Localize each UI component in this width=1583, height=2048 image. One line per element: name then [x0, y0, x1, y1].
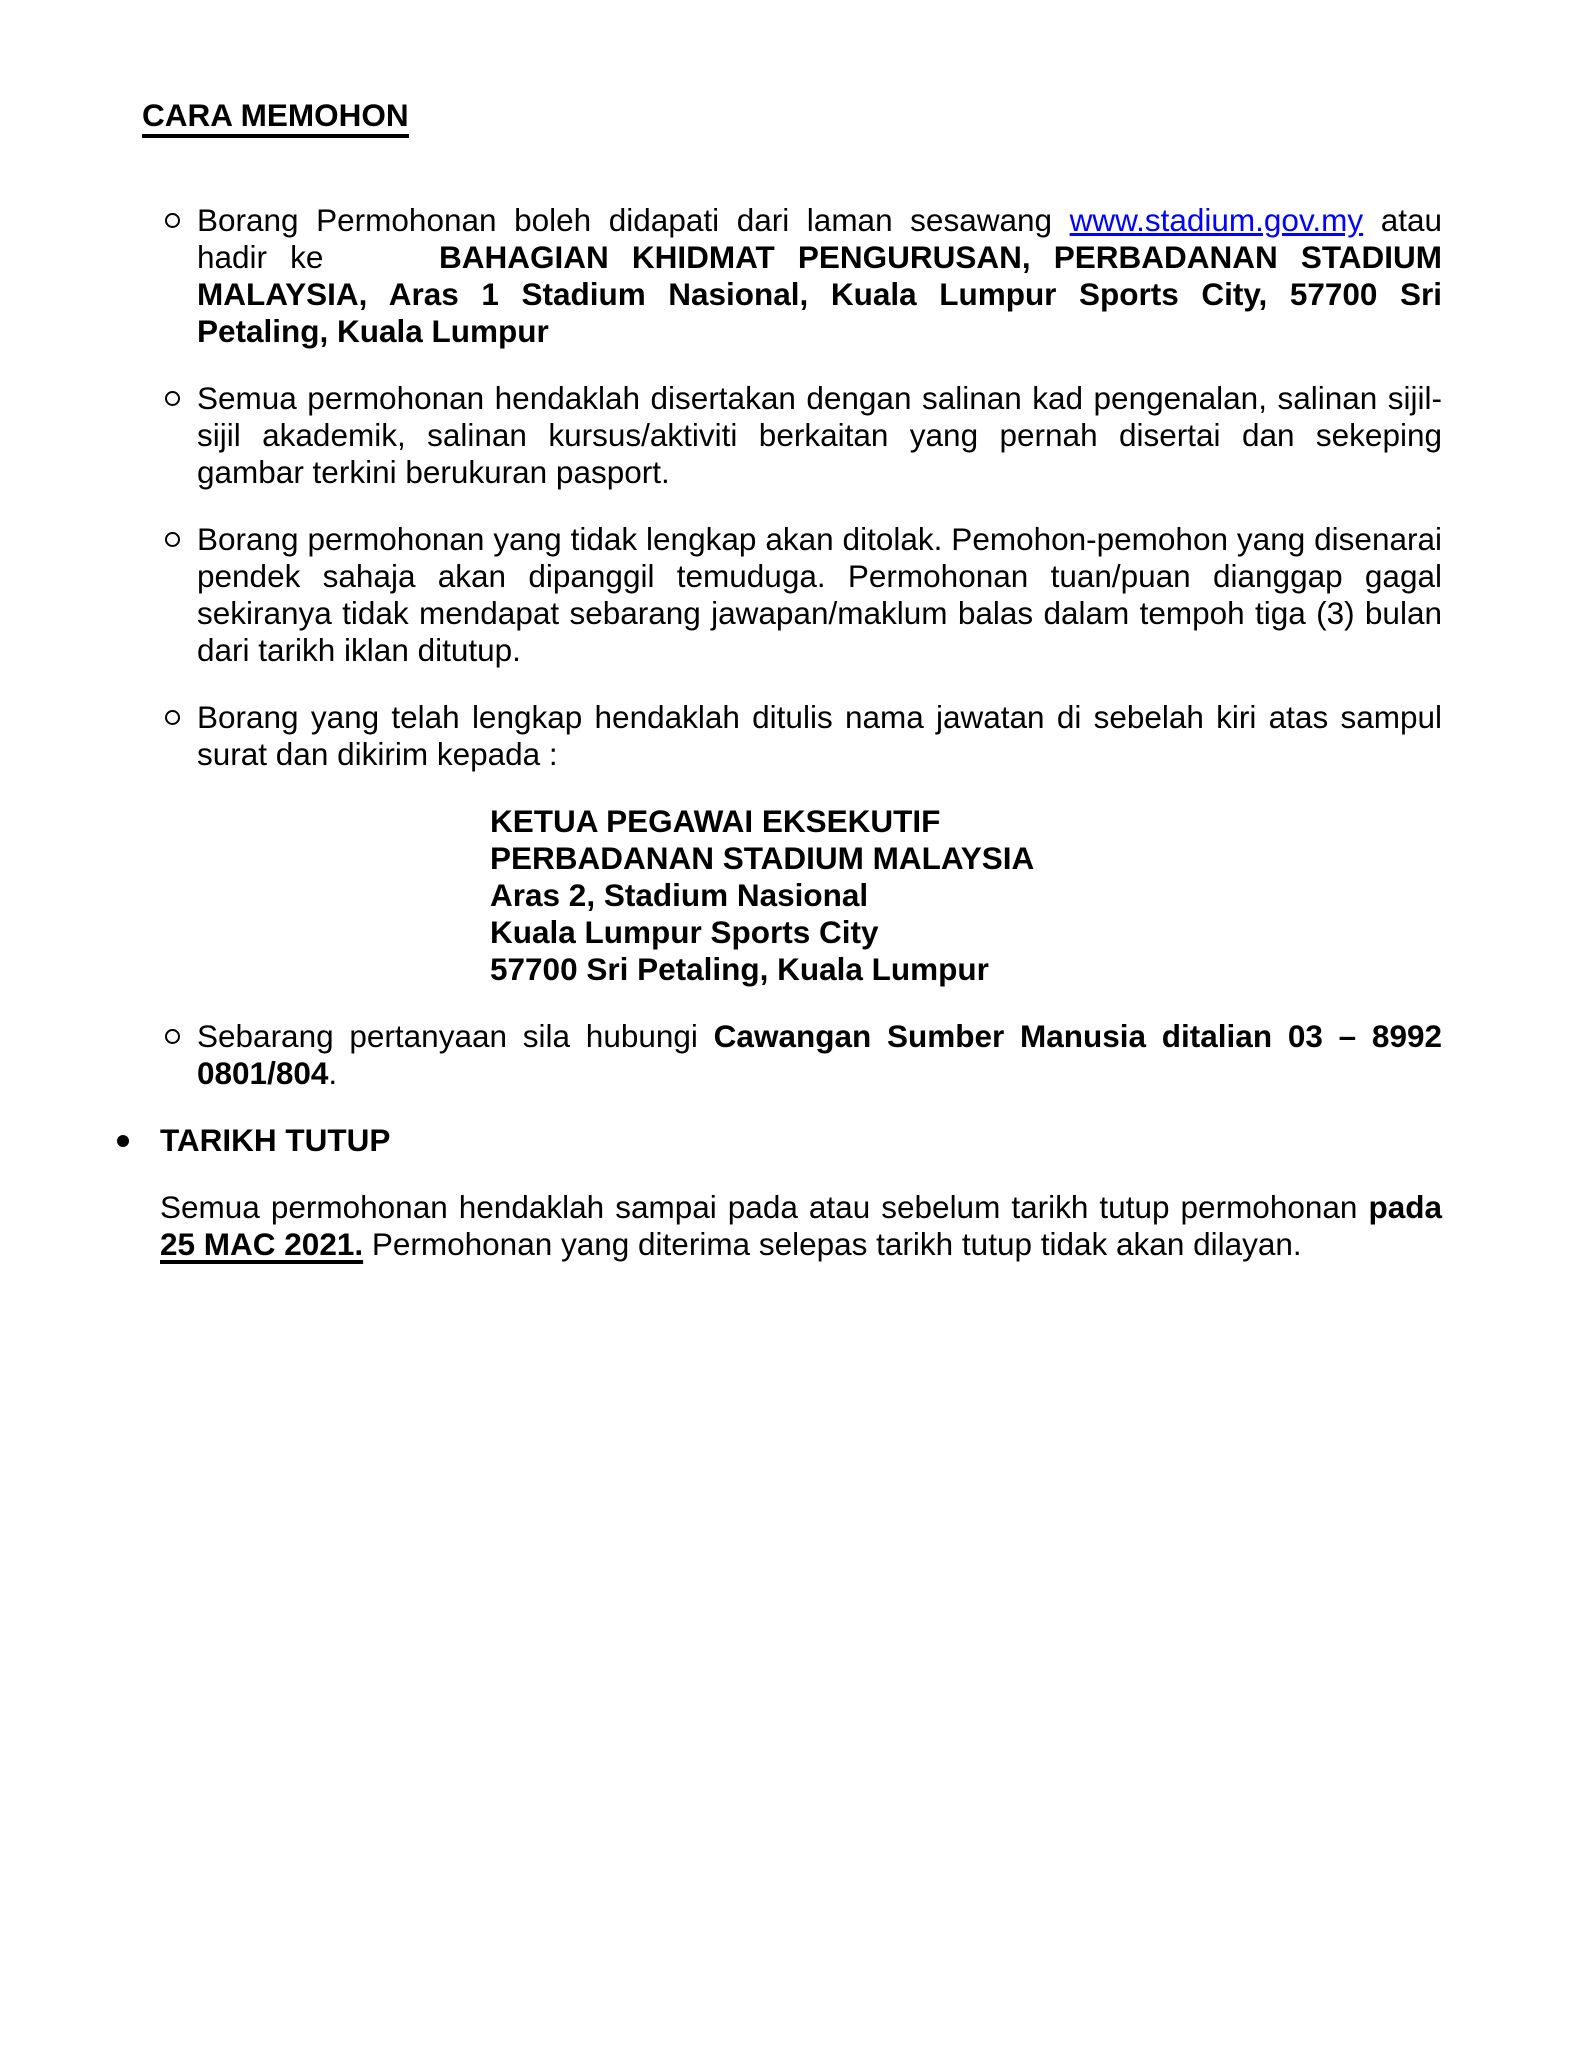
mailing-address-block: [490, 803, 1583, 988]
circle-bullet-icon: [165, 1029, 180, 1044]
closing-date-heading: TARIKH TUTUP: [160, 1122, 391, 1158]
marker-cell: [165, 380, 197, 406]
bullet1-text: Borang Permohonan boleh didapati dari laman sesawang: [197, 202, 1070, 238]
heading-row: [142, 97, 1583, 138]
bullet-item-enquiries: [165, 1018, 1583, 1092]
circle-bullet-icon: [165, 213, 180, 228]
marker-cell: [165, 202, 197, 228]
bullet-item-application-form: [165, 202, 1583, 350]
bullet1-paragraph: [197, 202, 1442, 350]
bullet-item-incomplete-forms: [165, 521, 1583, 669]
website-link[interactable]: www.stadium.gov.my: [1069, 202, 1364, 238]
bullet5-paragraph: [197, 1018, 1442, 1092]
circle-bullet-icon: [165, 532, 180, 547]
address-line-floor: Aras 2, Stadium Nasional: [490, 877, 869, 913]
closing-bold-pada: pada: [1368, 1189, 1442, 1225]
address-line-postcode: 57700 Sri Petaling, Kuala Lumpur: [490, 951, 989, 987]
address-line-organization: PERBADANAN STADIUM MALAYSIA: [490, 840, 1035, 876]
bullet4-paragraph: Borang yang telah lengkap hendaklah ditulis nama jawatan di sebelah kiri atas sampul surat dan dikirim kepada :: [197, 699, 1442, 772]
tab-space: [323, 239, 439, 275]
section-heading: CARA MEMOHON: [142, 97, 409, 138]
bullet3-paragraph: Borang permohonan yang tidak lengkap akan ditolak. Pemohon-pemohon yang disenarai pendek sahaja akan dipanggil temuduga. Permohonan tuan/puan dianggap gagal sekiranya tidak mendapat sebarang jawapan/maklum balas dalam tempoh tiga (3) bulan dari tarikh iklan ditutup.: [197, 521, 1442, 668]
marker-cell: [117, 1122, 160, 1147]
closing-text: Semua permohonan hendaklah sampai pada atau sebelum tarikh tutup permohonan: [160, 1189, 1369, 1225]
bullet5-text: Sebarang pertanyaan sila hubungi: [197, 1018, 714, 1054]
marker-cell: [165, 699, 197, 725]
disc-bullet-icon: [117, 1135, 129, 1147]
bullet-item-envelope-instruction: [165, 699, 1583, 773]
marker-cell: [165, 521, 197, 547]
bullet2-paragraph: Semua permohonan hendaklah disertakan dengan salinan kad pengenalan, salinan sijil-sijil akademik, salinan kursus/aktiviti berkaitan yang pernah disertai dan sekeping gambar terkini berukuran pasport.: [197, 380, 1442, 490]
bullet1-bold-address: BAHAGIAN KHIDMAT PENGURUSAN, PERBADANAN STADIUM MALAYSIA, Aras 1 Stadium Nasional, Kuala Lumpur Sports City, 57700 Sri Petaling, Kuala Lumpur: [197, 239, 1443, 349]
closing-date-heading-row: [117, 1122, 1583, 1159]
circle-bullet-icon: [165, 710, 180, 725]
closing-text-after: Permohonan yang diterima selepas tarikh tutup tidak akan dilayan.: [363, 1226, 1302, 1262]
bullet5-contact-bold: Cawangan Sumber Manusia ditalian 03 – 8992 0801/804: [197, 1018, 1442, 1091]
marker-cell: [165, 1018, 197, 1044]
closing-date-underlined: 25 MAC 2021.: [160, 1226, 364, 1262]
bullet-item-attachments: [165, 380, 1583, 491]
address-line-area: Kuala Lumpur Sports City: [490, 914, 879, 950]
address-line-recipient: KETUA PEGAWAI EKSEKUTIF: [490, 803, 941, 839]
bullet1-text-after-link: atau hadir ke: [197, 202, 1442, 275]
circle-bullet-icon: [165, 391, 180, 406]
bullet5-period: .: [328, 1055, 338, 1091]
closing-date-paragraph: [160, 1189, 1442, 1263]
